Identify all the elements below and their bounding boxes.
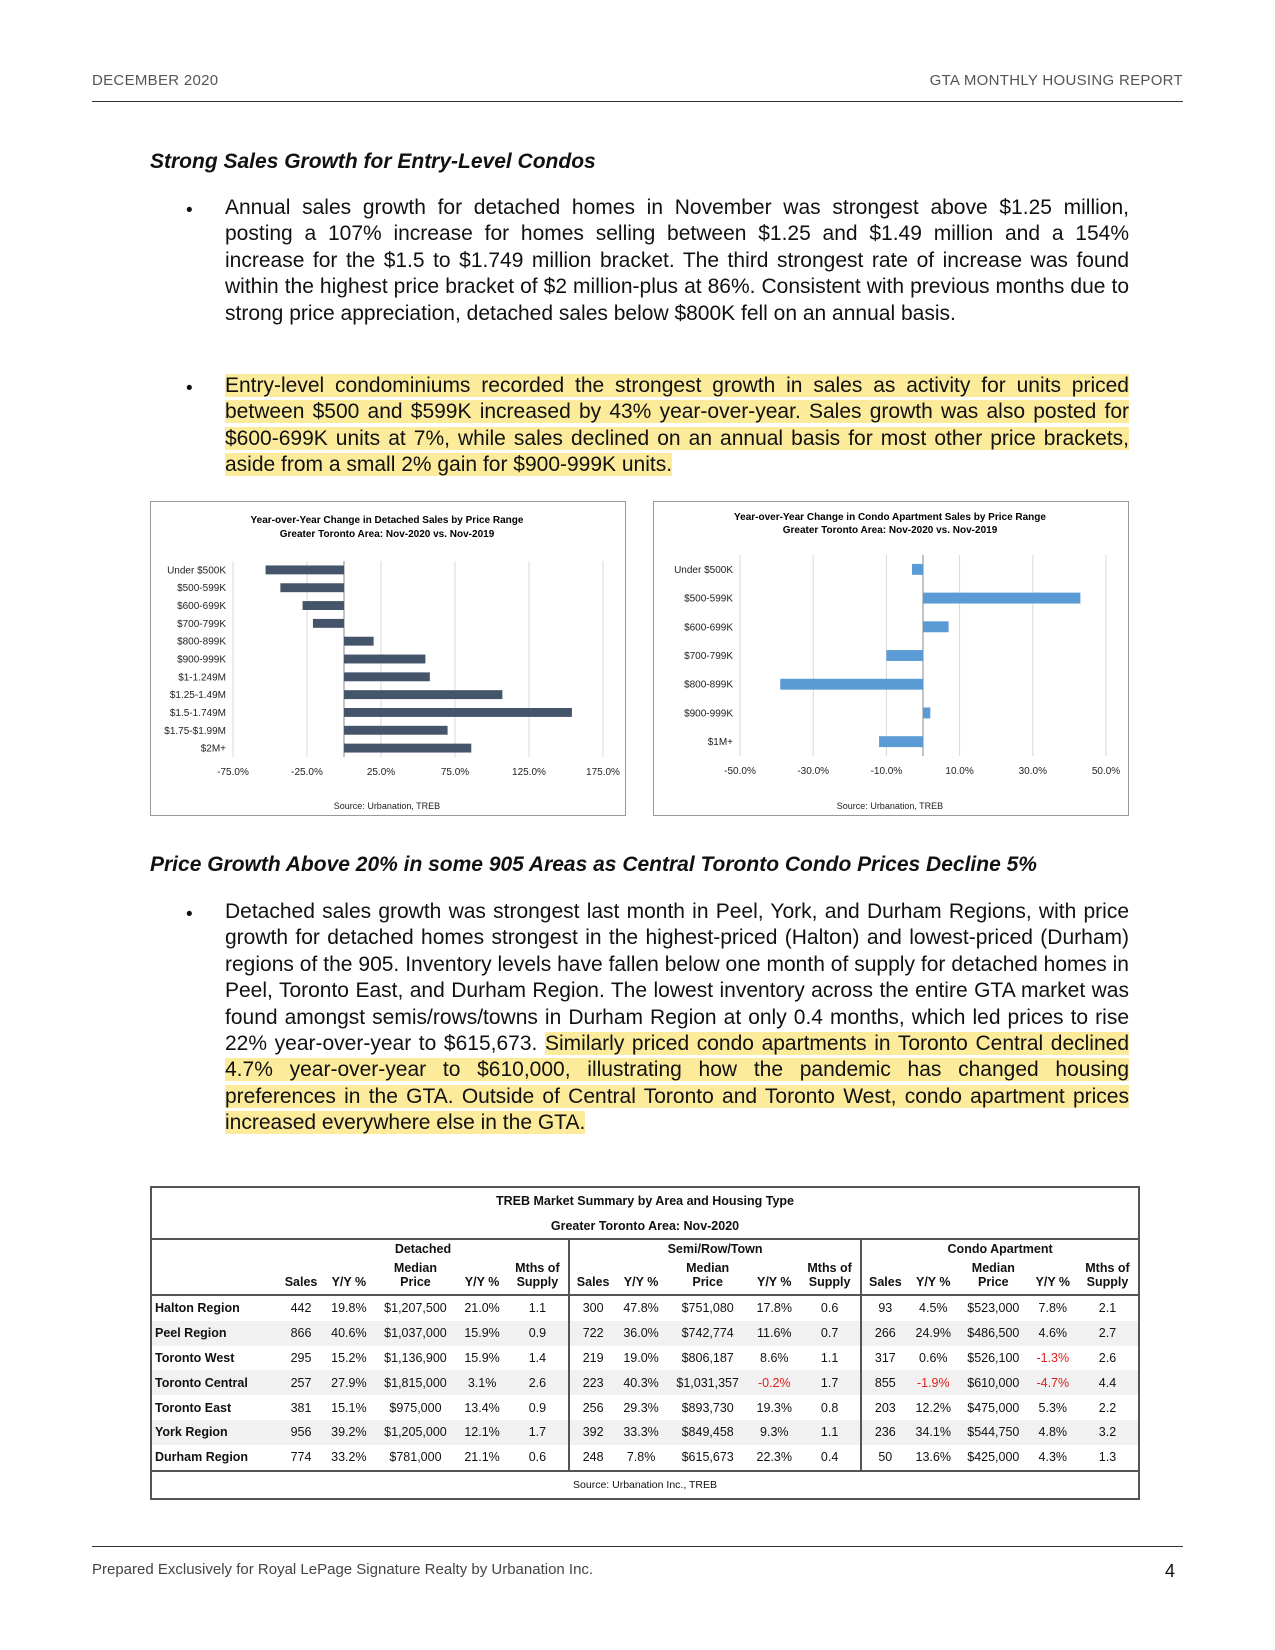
table-cell: 15.1% [324, 1395, 374, 1420]
category-label: $800-899K [684, 679, 733, 691]
table-cell: 0.6 [799, 1295, 861, 1321]
table-header-cell: Mths of [515, 1261, 560, 1275]
category-label: $700-799K [684, 651, 733, 662]
table-header-cell: Y/Y % [1029, 1275, 1077, 1295]
table-cell: $975,000 [374, 1395, 458, 1420]
chart-source: Source: Urbanation, TREB [836, 801, 944, 811]
x-tick-label: -25.0% [291, 767, 323, 778]
table-header-cell: Y/Y % [908, 1275, 958, 1295]
table-cell: $486,500 [958, 1321, 1029, 1346]
table-cell: 1.4 [507, 1346, 569, 1371]
table-cell: 4.3% [1029, 1445, 1077, 1471]
paragraph-condo-sales [225, 373, 1129, 479]
table-body [152, 1295, 1138, 1471]
page-number: 4 [1164, 1561, 1175, 1581]
row-area-label: Peel Region [152, 1321, 278, 1346]
x-tick-label: 75.0% [440, 767, 470, 778]
table-cell: $523,000 [958, 1295, 1029, 1321]
table-cell: 4.6% [1029, 1321, 1077, 1346]
table-cell: 0.6% [908, 1346, 958, 1371]
x-tick-label: 30.0% [1018, 766, 1047, 777]
table-header-cell: Sales [278, 1275, 324, 1295]
table-cell: 257 [278, 1370, 324, 1395]
table-cell: 5.3% [1029, 1395, 1077, 1420]
section-heading-price-growth: Price Growth Above 20% in some 905 Areas as Central Toronto Condo Prices Decline 5% [150, 853, 1037, 876]
table-header-cell: Price [958, 1275, 1029, 1295]
bar [303, 601, 344, 610]
chart-title: Year-over-Year Change in Detached Sales by Price Range [250, 515, 524, 526]
row-area-label: Toronto Central [152, 1370, 278, 1395]
category-label: $2M+ [200, 743, 226, 755]
table-header-cell [1029, 1257, 1077, 1275]
table-cell: 256 [569, 1395, 616, 1420]
bar [923, 707, 930, 718]
table-cell: 29.3% [616, 1395, 666, 1420]
table-source: Source: Urbanation Inc., TREB [152, 1471, 1138, 1498]
table-header-cell [457, 1257, 507, 1275]
table-cell: 248 [569, 1445, 616, 1471]
x-tick-label: -30.0% [797, 766, 830, 777]
highlighted-text: Similarly priced condo apartments in Toronto Central declined 4.7% year-over-year to $610,000, illustrating how the pandemic has changed housing preferences in the GTA. Outside of Central Toronto and Toronto West, condo apartment prices increased everywhere else in the GTA. [225, 1032, 1130, 1135]
table-cell: -1.9% [908, 1370, 958, 1395]
table-cell: 2.1 [1077, 1295, 1138, 1321]
table-cell: 15.9% [457, 1346, 507, 1371]
table-header-cell: Y/Y % [457, 1275, 507, 1295]
table-cell: 21.0% [457, 1295, 507, 1321]
x-tick-label: 10.0% [945, 766, 974, 777]
paragraph-price-growth [225, 899, 1129, 1137]
bar [923, 593, 1080, 604]
footer-divider [92, 1546, 1183, 1547]
bar [344, 726, 448, 735]
table-cell: 40.6% [324, 1321, 374, 1346]
bar [879, 736, 923, 747]
table-cell: 0.9 [507, 1321, 569, 1346]
category-label: $1-1.249M [178, 672, 226, 684]
table-cell: -0.2% [749, 1370, 799, 1395]
table-cell: 33.2% [324, 1445, 374, 1471]
market-summary-table [152, 1188, 1138, 1498]
table-cell: 3.1% [457, 1370, 507, 1395]
table-cell: 19.0% [616, 1346, 666, 1371]
category-label: $900-999K [684, 708, 733, 720]
bar [344, 690, 502, 699]
table-cell: 1.7 [507, 1420, 569, 1445]
category-label: $800-899K [177, 636, 226, 648]
bar [923, 621, 949, 632]
table-cell: $849,458 [666, 1420, 750, 1445]
table-header-cell: Supply [507, 1275, 569, 1295]
category-label: $1M+ [707, 737, 733, 749]
table-cell: 2.6 [507, 1370, 569, 1395]
table-cell: $1,136,900 [374, 1346, 458, 1371]
table-cell: 33.3% [616, 1420, 666, 1445]
table-cell: 219 [569, 1346, 616, 1371]
table-header-cell: Sales [861, 1275, 908, 1295]
table-cell: 381 [278, 1395, 324, 1420]
table-cell: 266 [861, 1321, 908, 1346]
table-cell: $1,031,357 [666, 1370, 750, 1395]
table-cell: 1.3 [1077, 1445, 1138, 1471]
table-header-cell: Median [686, 1261, 730, 1275]
condo-sales-chart-svg [654, 502, 1128, 815]
chart-subtitle: Greater Toronto Area: Nov-2020 vs. Nov-2019 [279, 529, 495, 540]
group-semi-row-town: Semi/Row/Town [569, 1239, 861, 1257]
x-tick-label: 175.0% [586, 767, 620, 778]
table-cell: 11.6% [749, 1321, 799, 1346]
table-cell: 22.3% [749, 1445, 799, 1471]
table-header-cell [861, 1257, 908, 1275]
table-cell: 774 [278, 1445, 324, 1471]
table-cell: 317 [861, 1346, 908, 1371]
table-cell: 956 [278, 1420, 324, 1445]
table-header-cell [152, 1275, 278, 1295]
table-cell: 34.1% [908, 1420, 958, 1445]
table-header-cell: Supply [799, 1275, 861, 1295]
table-cell: $742,774 [666, 1321, 750, 1346]
table-cell: 295 [278, 1346, 324, 1371]
category-label: Under $500K [674, 564, 733, 576]
table-cell: 15.2% [324, 1346, 374, 1371]
condo-sales-chart [653, 501, 1129, 816]
table-cell: 12.2% [908, 1395, 958, 1420]
table-cell: $475,000 [958, 1395, 1029, 1420]
table-cell: 0.8 [799, 1395, 861, 1420]
bar [344, 672, 430, 681]
table-cell: 442 [278, 1295, 324, 1321]
table-header-cell: Price [374, 1275, 458, 1295]
category-label: Under $500K [167, 565, 226, 577]
table-cell: $806,187 [666, 1346, 750, 1371]
table-cell: -4.7% [1029, 1370, 1077, 1395]
table-cell: 392 [569, 1420, 616, 1445]
table-cell: $1,207,500 [374, 1295, 458, 1321]
detached-sales-chart-svg [151, 502, 625, 815]
table-cell: $1,037,000 [374, 1321, 458, 1346]
table-cell: 13.4% [457, 1395, 507, 1420]
category-label: $1.75-$1.99M [164, 725, 226, 737]
bar [912, 564, 923, 575]
market-summary-table-box [150, 1186, 1140, 1500]
table-cell: 1.1 [799, 1420, 861, 1445]
bar [886, 650, 923, 661]
table-cell: 24.9% [908, 1321, 958, 1346]
bar [313, 619, 344, 628]
table-cell: 0.6 [507, 1445, 569, 1471]
x-tick-label: -50.0% [724, 766, 756, 777]
table-cell: 7.8% [1029, 1295, 1077, 1321]
footer-credit: Prepared Exclusively for Royal LePage Signature Realty by Urbanation Inc. [92, 1561, 594, 1578]
chart-title: Year-over-Year Change in Condo Apartment Sales by Price Range [734, 512, 1046, 523]
category-label: $700-799K [177, 618, 226, 630]
category-label: $900-999K [177, 654, 226, 666]
table-cell: 223 [569, 1370, 616, 1395]
table-row [152, 1321, 1138, 1346]
table-header-cell [569, 1257, 616, 1275]
table-cell: 15.9% [457, 1321, 507, 1346]
table-row [152, 1295, 1138, 1321]
row-area-label: York Region [152, 1420, 278, 1445]
table-cell: 2.2 [1077, 1395, 1138, 1420]
table-header-cell [152, 1257, 278, 1275]
table-cell: 0.4 [799, 1445, 861, 1471]
section-heading-condos: Strong Sales Growth for Entry-Level Condos [150, 150, 596, 173]
table-header-row-top [152, 1257, 1138, 1275]
table-cell: $526,100 [958, 1346, 1029, 1371]
table-row [152, 1395, 1138, 1420]
row-area-label: Halton Region [152, 1295, 278, 1321]
table-cell: 0.7 [799, 1321, 861, 1346]
report-date: DECEMBER 2020 [92, 72, 219, 89]
table-cell: 4.4 [1077, 1370, 1138, 1395]
bullet-marker: • [186, 200, 193, 221]
table-header-cell: Price [666, 1275, 750, 1295]
table-cell: 21.1% [457, 1445, 507, 1471]
report-title: GTA MONTHLY HOUSING REPORT [929, 72, 1183, 89]
table-cell: 9.3% [749, 1420, 799, 1445]
table-cell: 722 [569, 1321, 616, 1346]
table-row [152, 1445, 1138, 1471]
table-header-cell: Median [971, 1261, 1015, 1275]
table-cell: 2.6 [1077, 1346, 1138, 1371]
bar [344, 744, 471, 753]
bar [780, 679, 923, 690]
table-cell: 50 [861, 1445, 908, 1471]
table-cell: 1.1 [507, 1295, 569, 1321]
table-header-cell [278, 1257, 324, 1275]
table-cell: 203 [861, 1395, 908, 1420]
table-title: TREB Market Summary by Area and Housing Type [496, 1193, 794, 1208]
table-header-cell: Y/Y % [616, 1275, 666, 1295]
x-tick-label: -75.0% [217, 767, 249, 778]
bar [280, 583, 344, 592]
row-area-label: Toronto West [152, 1346, 278, 1371]
table-cell: $751,080 [666, 1295, 750, 1321]
bullet-marker: • [186, 378, 193, 399]
table-cell: 7.8% [616, 1445, 666, 1471]
table-cell: 1.7 [799, 1370, 861, 1395]
table-cell: $1,815,000 [374, 1370, 458, 1395]
table-cell: 39.2% [324, 1420, 374, 1445]
table-cell: 93 [861, 1295, 908, 1321]
table-cell: 0.9 [507, 1395, 569, 1420]
table-cell: 4.5% [908, 1295, 958, 1321]
bar [344, 708, 572, 717]
category-label: $600-699K [684, 622, 733, 634]
highlighted-text: Entry-level condominiums recorded the strongest growth in sales as activity for units priced between $500 and $599K increased by 43% year-over-year. Sales growth was also posted for $600-699K units at 7%, while sales declined on an annual basis for most other price brackets, aside from a small 2% gain for $900-999K units. [225, 374, 1129, 477]
table-cell: $610,000 [958, 1370, 1029, 1395]
table-header-cell: Median [393, 1261, 437, 1275]
table-cell: 2.7 [1077, 1321, 1138, 1346]
x-tick-label: 25.0% [366, 767, 396, 778]
table-cell: 40.3% [616, 1370, 666, 1395]
table-cell: 19.3% [749, 1395, 799, 1420]
chart-source: Source: Urbanation, TREB [333, 801, 441, 811]
table-header-cell: Y/Y % [749, 1275, 799, 1295]
table-header-cell: Sales [569, 1275, 616, 1295]
category-label: $1.5-1.749M [169, 707, 226, 719]
table-cell: 36.0% [616, 1321, 666, 1346]
paragraph-detached-sales: Annual sales growth for detached homes in November was strongest above $1.25 million, posting a 107% increase for homes selling between $1.25 and $1.49 million and a 154% increase for the $1.5 to $1.749 million bracket. The third strongest rate of increase was found within the highest price bracket of $2 million-plus at 86%. Consistent with previous months due to strong price appreciation, detached sales below $800K fell on an annual basis. [225, 196, 1129, 325]
table-row [152, 1346, 1138, 1371]
table-cell: 12.1% [457, 1420, 507, 1445]
table-header-cell: Supply [1077, 1275, 1138, 1295]
table-cell: 4.8% [1029, 1420, 1077, 1445]
table-cell: 19.8% [324, 1295, 374, 1321]
bar [344, 655, 425, 664]
chart-subtitle: Greater Toronto Area: Nov-2020 vs. Nov-2019 [782, 525, 998, 536]
table-cell: $544,750 [958, 1420, 1029, 1445]
bullet-marker: • [186, 904, 193, 925]
header-divider [92, 101, 1183, 102]
table-header-row-bottom [152, 1275, 1138, 1295]
table-row [152, 1420, 1138, 1445]
table-cell: $425,000 [958, 1445, 1029, 1471]
category-label: $500-599K [684, 593, 733, 605]
table-cell: 300 [569, 1295, 616, 1321]
row-area-label: Durham Region [152, 1445, 278, 1471]
row-area-label: Toronto East [152, 1395, 278, 1420]
table-cell: 27.9% [324, 1370, 374, 1395]
category-label: $500-599K [177, 583, 226, 595]
table-header-cell: Mths of [807, 1261, 852, 1275]
table-header-cell [616, 1257, 666, 1275]
bar [266, 565, 344, 574]
group-condo-apartment: Condo Apartment [861, 1239, 1138, 1257]
table-subtitle: Greater Toronto Area: Nov-2020 [550, 1218, 740, 1233]
group-detached: Detached [278, 1239, 569, 1257]
table-cell: 1.1 [799, 1346, 861, 1371]
table-cell: 47.8% [616, 1295, 666, 1321]
category-label: $600-699K [177, 601, 226, 613]
x-tick-label: 50.0% [1091, 766, 1121, 777]
table-cell: -1.3% [1029, 1346, 1077, 1371]
table-cell: 13.6% [908, 1445, 958, 1471]
table-cell: 17.8% [749, 1295, 799, 1321]
table-cell: 236 [861, 1420, 908, 1445]
table-cell: $893,730 [666, 1395, 750, 1420]
table-header-cell: Y/Y % [324, 1275, 374, 1295]
table-cell: 3.2 [1077, 1420, 1138, 1445]
x-tick-label: -10.0% [870, 766, 903, 777]
detached-sales-chart [150, 501, 626, 816]
table-cell: 8.6% [749, 1346, 799, 1371]
table-cell: 866 [278, 1321, 324, 1346]
x-tick-label: 125.0% [512, 767, 546, 778]
bar [344, 637, 374, 646]
table-cell: $615,673 [666, 1445, 750, 1471]
table-cell: $781,000 [374, 1445, 458, 1471]
table-header-cell: Mths of [1085, 1261, 1130, 1275]
table-header-cell [908, 1257, 958, 1275]
paragraph-text: Detached sales growth was strongest last month in Peel, York, and Durham Regions, with price growth for detached homes strongest in the highest-priced (Halton) and lowest-priced (Durham) regions of the 905. Inventory levels have fallen below one month of supply for detached homes in Peel, Toronto East, and Durham Region. The lowest inventory across the entire GTA market was found amongst semis/rows/towns in Durham Region at only 0.4 months, which led prices to rise 22% year-over-year to $615,673. [225, 900, 1129, 1056]
table-row [152, 1370, 1138, 1395]
table-header-cell [749, 1257, 799, 1275]
table-corner [152, 1239, 278, 1257]
category-label: $1.25-1.49M [169, 690, 226, 702]
table-cell: $1,205,000 [374, 1420, 458, 1445]
table-cell: 855 [861, 1370, 908, 1395]
table-header-cell [324, 1257, 374, 1275]
